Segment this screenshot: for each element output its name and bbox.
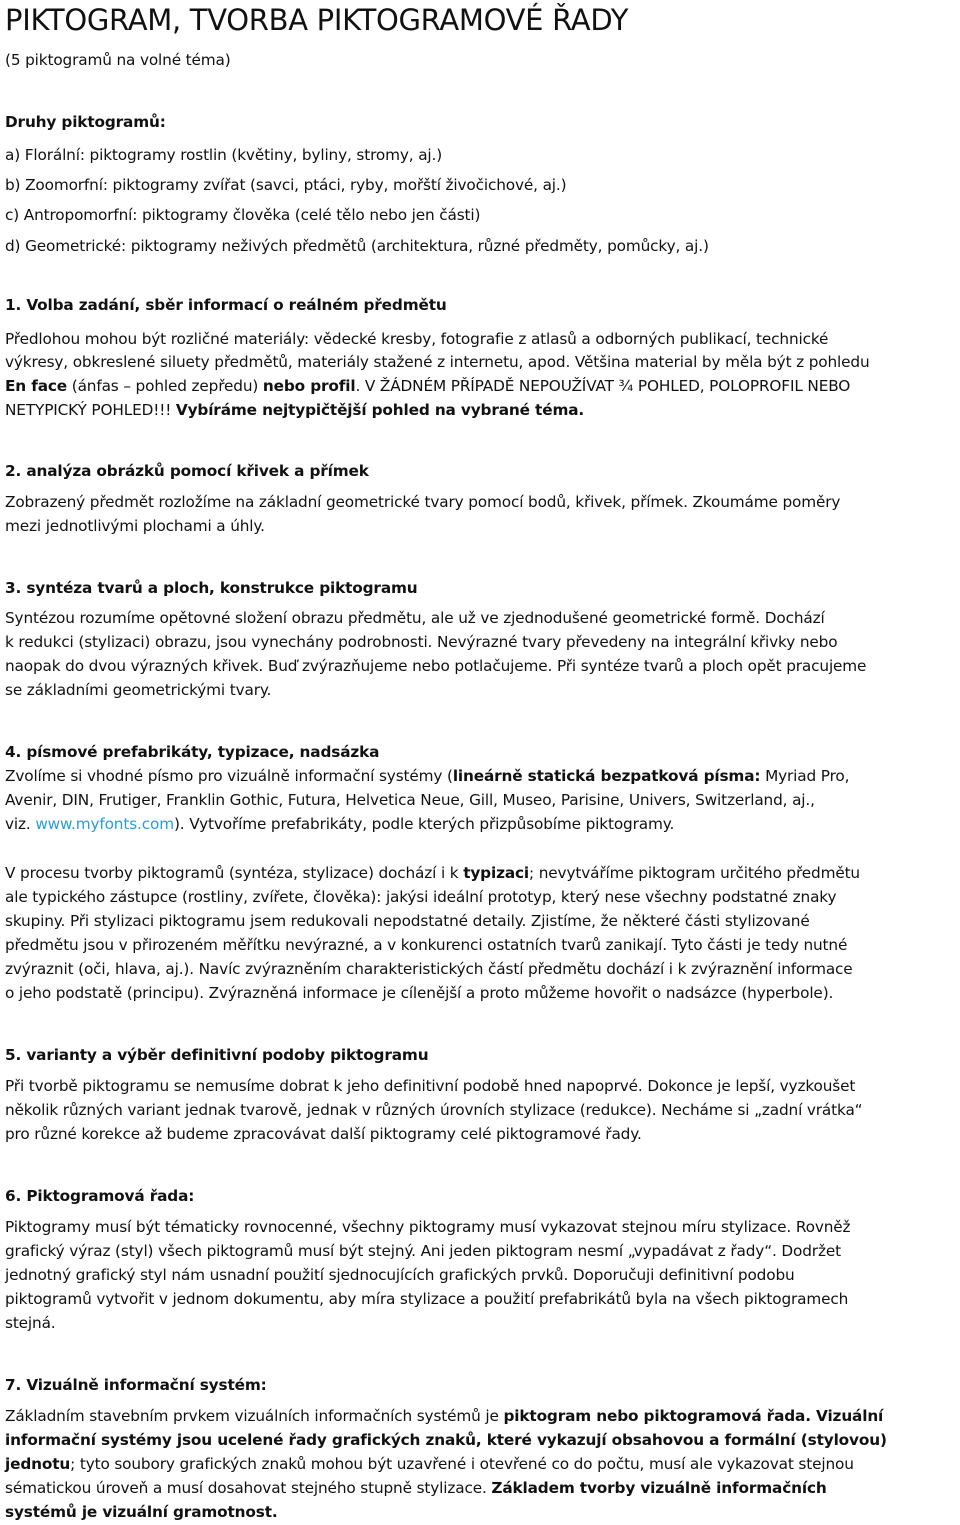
section-4-line: Avenir, DIN, Frutiger, Franklin Gothic, Futura, Helvetica Neue, Gill, Museo, Parisine, Univers, Switzerland, aj., (5, 791, 815, 809)
section-7-line: informační systémy jsou ucelené řady grafických znaků, které vykazují obsahovou a formální (stylovou) (5, 1431, 887, 1449)
section-2-heading: 2. analýza obrázků pomocí křivek a přímek (5, 462, 369, 480)
section-3-line: Syntézou rozumíme opětovné složení obrazu předmětu, ale už ve zjednodušené geometrické formě. Dochází (5, 609, 825, 627)
section-5-heading: 5. varianty a výběr definitivní podoby piktogramu (5, 1046, 429, 1064)
text-run: (ánfas – pohled zepředu) (67, 377, 263, 395)
section-4-line: zvýraznit (oči, hlava, aj.). Navíc zvýrazněním charakteristických částí předmětu dochází i k zvýraznění informace (5, 960, 853, 978)
section-4-line: o jeho podstatě (principu). Zvýrazněná informace je cílenější a proto můžeme hovořit o nadsázce (hyperbole). (5, 984, 834, 1002)
section-3-line: se základními geometrickými tvary. (5, 681, 272, 699)
text-run: ; tyto soubory grafických znaků mohou být uzavřené i otevřené co do počtu, musí ale vykazovat stejnou (70, 1455, 854, 1473)
types-item-d: d) Geometrické: piktogramy neživých předmětů (architektura, různé předměty, pomůcky, aj.) (5, 237, 709, 255)
section-7-line (5, 1404, 883, 1429)
warning-text: NETYPICKÝ POHLED!!! (5, 401, 176, 419)
section-6-heading: 6. Piktogramová řada: (5, 1187, 195, 1205)
section-1-line: výkresy, obkreslené siluety předmětů, materiály stažené z internetu, apod. Většina material by měla být z pohledu (5, 353, 870, 371)
section-4-line: ale typického zástupce (rostliny, zvířete, člověka): jakýsi ideální prototyp, který nese všechny podstatné znaky (5, 888, 837, 906)
section-3-line: k redukci (stylizaci) obrazu, jsou vynechány podrobnosti. Nevýrazné tvary převedeny na integrální křivky nebo (5, 633, 838, 651)
en-face-term: En face (5, 377, 68, 395)
emphasis-text: lineárně statická bezpatková písma: (452, 767, 761, 785)
text-run: V procesu tvorby piktogramů (syntéza, stylizace) dochází i k (5, 864, 464, 882)
emphasis-text: typizaci (463, 864, 530, 882)
section-6-line: piktogramů vytvořit v jednom dokumentu, aby míra stylizace a použití prefabrikátů byla na všech piktogramech (5, 1290, 849, 1308)
section-7-line: systémů je vizuální gramotnost. (5, 1503, 278, 1521)
section-1-line (5, 374, 850, 399)
section-7-line (5, 1476, 827, 1501)
section-1-line: Předlohou mohou být rozličné materiály: vědecké kresby, fotografie z atlasů a odborných publikací, technické (5, 330, 829, 348)
section-4-line: předmětu jsou v přirozeném měřítku nevýrazné, a v konkurenci ostatních tvarů zanikají. Tyto části je tedy nutné (5, 936, 848, 954)
section-6-line: stejná. (5, 1314, 56, 1332)
types-item-c: c) Antropomorfní: piktogramy člověka (celé tělo nebo jen části) (5, 206, 481, 224)
text-run: Myriad Pro, (760, 767, 850, 785)
emphasis-text: piktogram nebo piktogramová řada. Vizuální (503, 1407, 884, 1425)
section-2-line: Zobrazený předmět rozložíme na základní geometrické tvary pomocí bodů, křivek, přímek. Zkoumáme poměry (5, 493, 841, 511)
section-3-heading: 3. syntéza tvarů a ploch, konstrukce piktogramu (5, 579, 418, 597)
text-run: ; nevytváříme piktogram určitého předmětu (529, 864, 860, 882)
section-4-line (5, 812, 674, 837)
text-run: sématickou úroveň a musí dosahovat stejného stupně stylizace. (5, 1479, 492, 1497)
section-4-line (5, 764, 849, 789)
subtitle: (5 piktogramů na volné téma) (5, 51, 231, 69)
section-6-line: Piktogramy musí být tématicky rovnocenné, všechny piktogramy musí vykazovat stejnou míru stylizace. Rovněž (5, 1218, 851, 1236)
section-4-heading: 4. písmové prefabrikáty, typizace, nadsázka (5, 743, 380, 761)
emphasis-text: jednotu (5, 1455, 71, 1473)
types-item-b: b) Zoomorfní: piktogramy zvířat (savci, ptáci, ryby, mořští živočichové, aj.) (5, 176, 567, 194)
section-2-line: mezi jednotlivými plochami a úhly. (5, 517, 265, 535)
section-1-line (5, 398, 584, 423)
myfonts-link[interactable]: www.myfonts.com (35, 815, 174, 833)
section-7-heading: 7. Vizuálně informační systém: (5, 1376, 267, 1394)
section-6-line: jednotný grafický styl nám usnadní použití sjednocujících grafických prvků. Doporučuji definitivní podobu (5, 1266, 795, 1284)
text-run: . V ŽÁDNÉM PŘÍPADĚ NEPOUŽÍVAT ¾ POHLED, POLOPROFIL NEBO (355, 377, 851, 395)
section-4-line (5, 861, 860, 886)
section-1-heading: 1. Volba zadání, sběr informací o reálném předmětu (5, 296, 447, 314)
emphasis-text: Základem tvorby vizuálně informačních (491, 1479, 827, 1497)
types-item-a: a) Florální: piktogramy rostlin (květiny, byliny, stromy, aj.) (5, 146, 443, 164)
section-5-line: pro různé korekce až budeme zpracovávat další piktogramy celé piktogramové řady. (5, 1125, 642, 1143)
profile-term: nebo profil (262, 377, 356, 395)
section-6-line: grafický výraz (styl) všech piktogramů musí být stejný. Ani jeden piktogram nesmí „vypadávat z řady“. Dodržet (5, 1242, 841, 1260)
text-run: ). Vytvoříme prefabrikáty, podle kterých přizpůsobíme piktogramy. (173, 815, 675, 833)
text-run: Zvolíme si vhodné písmo pro vizuálně informační systémy ( (5, 767, 453, 785)
section-7-line (5, 1452, 854, 1477)
section-5-line: několik různých variant jednak tvarově, jednak v různých úrovních stylizace (redukce). Necháme si „zadní vrátka“ (5, 1101, 863, 1119)
section-3-line: naopak do dvou výrazných křivek. Buď zvýrazňujeme nebo potlačujeme. Při syntéze tvarů a ploch opět pracujeme (5, 657, 867, 675)
text-run: Základním stavebním prvkem vizuálních informačních systémů je (5, 1407, 504, 1425)
types-heading: Druhy piktogramů: (5, 113, 166, 131)
section-4-line: skupiny. Při stylizaci piktogramu jsem redukovali nepodstatné detaily. Zjistíme, že některé části stylizované (5, 912, 810, 930)
text-run: viz. (5, 815, 36, 833)
emphasis-text: Vybíráme nejtypičtější pohled na vybrané téma. (175, 401, 585, 419)
page-title: PIKTOGRAM, TVORBA PIKTOGRAMOVÉ ŘADY (5, 3, 629, 37)
section-5-line: Při tvorbě piktogramu se nemusíme dobrat k jeho definitivní podobě hned napoprvé. Dokonce je lepší, vyzkoušet (5, 1077, 856, 1095)
